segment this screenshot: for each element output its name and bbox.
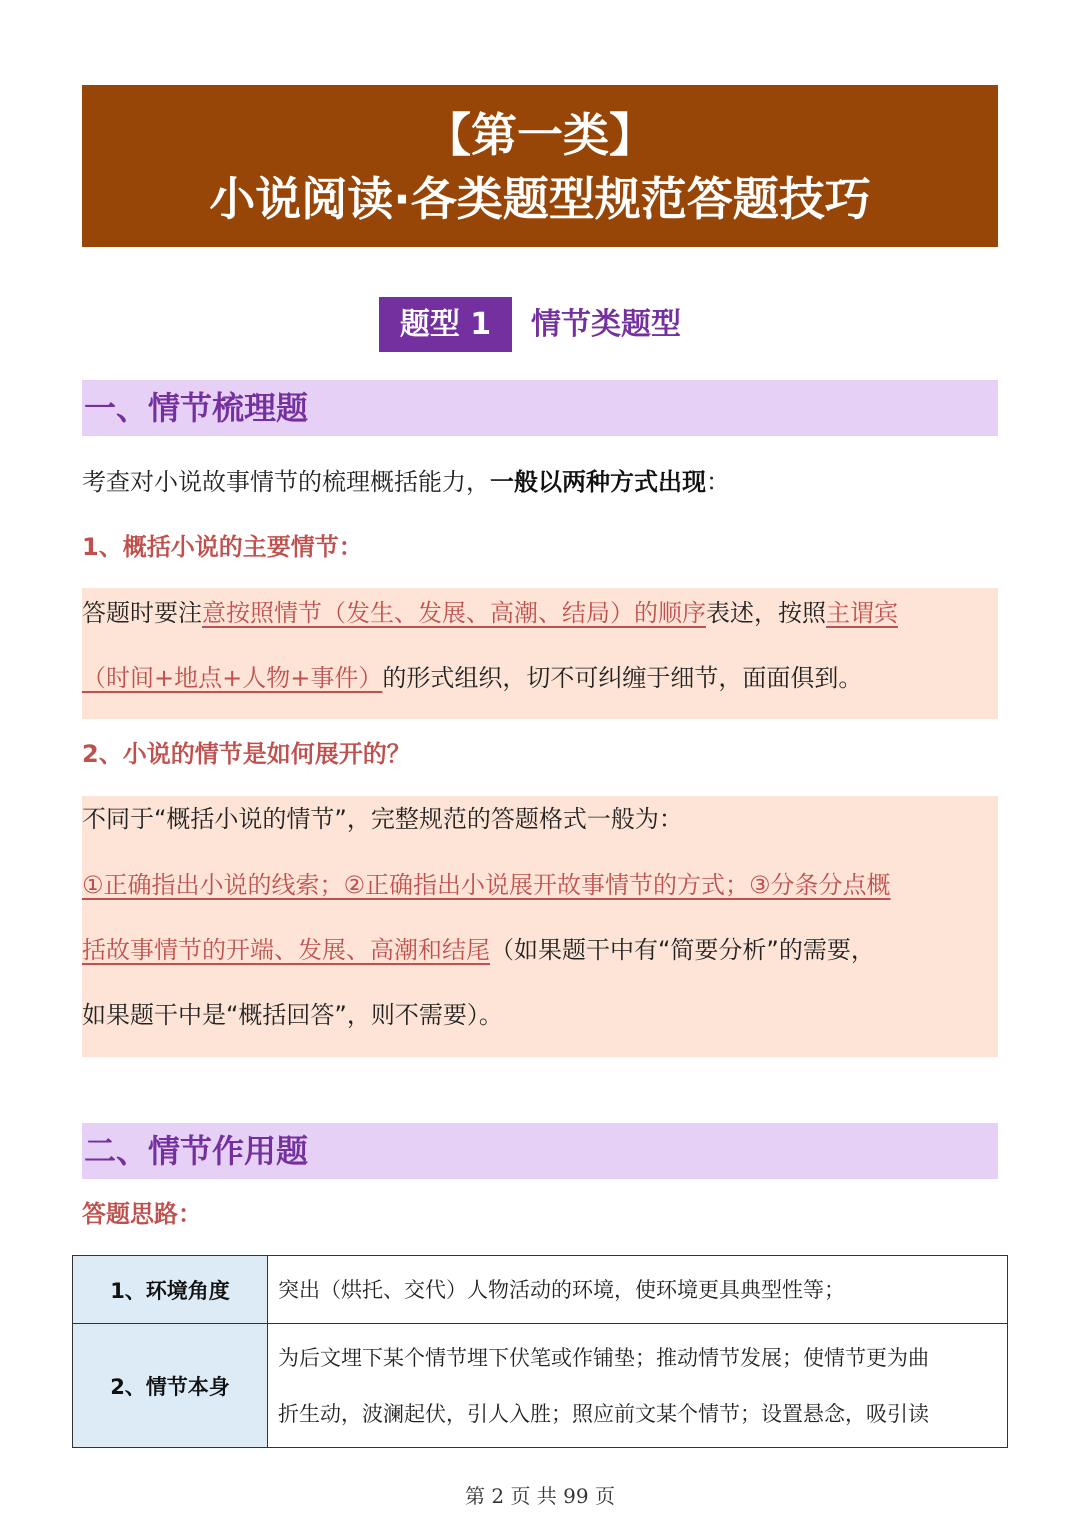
intro-bold: 一般以两种方式出现 (490, 468, 706, 496)
table-value-cell (268, 1256, 1008, 1324)
box2-text-b: （如果题干中有“简要分析”的需要， (490, 936, 875, 964)
banner-line-1: 【第一类】 (425, 108, 655, 162)
title-banner (82, 85, 998, 247)
intro-end: ： (706, 468, 730, 496)
box2-line-3 (82, 933, 875, 967)
box2-line-1: 不同于“概括小说的情节”，完整规范的答题格式一般为： (82, 805, 683, 833)
table-value-line: 折生动，波澜起伏，引人入胜；照应前文某个情节；设置悬念，吸引读 (278, 1401, 929, 1426)
table-row (73, 1324, 1008, 1448)
subheading-2: 2、小说的情节是如何展开的？ (82, 740, 411, 768)
table-value-line: 为后文埋下某个情节埋下伏笔或作铺垫；推动情节发展；使情节更为曲 (278, 1345, 929, 1370)
section-2-title: 二、情节作用题 (82, 1123, 998, 1179)
box1-line-2 (82, 661, 862, 695)
highlight-box-2 (82, 796, 998, 1057)
type-title: 情节类题型 (531, 307, 681, 342)
intro-plain: 考查对小说故事情节的梳理概括能力， (82, 468, 490, 496)
section-1-intro (82, 465, 730, 499)
answer-table (72, 1255, 1008, 1448)
answer-approach-label: 答题思路： (82, 1200, 202, 1228)
box2-highlight-1: ①正确指出小说的线索；②正确指出小说展开故事情节的方式；③分条分点概 (82, 871, 891, 899)
box1-text-c: 的形式组织，切不可纠缠于细节，面面俱到。 (382, 664, 863, 692)
type-badge: 题型 1 (379, 297, 512, 352)
section-1-title: 一、情节梳理题 (82, 380, 998, 436)
table-key-cell: 2、情节本身 (73, 1324, 268, 1448)
box1-highlight-1: 意按照情节（发生、发展、高潮、结局）的顺序 (202, 599, 706, 627)
table-key-cell: 1、环境角度 (73, 1256, 268, 1324)
subheading-1: 1、概括小说的主要情节： (82, 533, 363, 561)
highlight-box-1 (82, 588, 998, 719)
box2-highlight-2: 括故事情节的开端、发展、高潮和结尾 (82, 936, 490, 964)
table-row (73, 1256, 1008, 1324)
box2-line-4: 如果题干中是“概括回答”，则不需要）。 (82, 1001, 503, 1029)
box2-line-2 (82, 868, 891, 902)
box1-line-1 (82, 596, 898, 630)
page-footer: 第 2 页 共 99 页 (465, 1484, 615, 1508)
table-value-cell (268, 1324, 1008, 1448)
box1-text-a: 答题时要注 (82, 599, 202, 627)
table-value-line: 突出（烘托、交代）人物活动的环境，使环境更具典型性等； (278, 1277, 845, 1302)
box1-highlight-2: 主谓宾 (826, 599, 898, 627)
box1-text-b: 表述，按照 (706, 599, 826, 627)
type-heading (0, 297, 1080, 352)
banner-line-2: 小说阅读·各类题型规范答题技巧 (209, 172, 871, 226)
box1-highlight-3: （时间+地点+人物+事件） (82, 664, 383, 692)
